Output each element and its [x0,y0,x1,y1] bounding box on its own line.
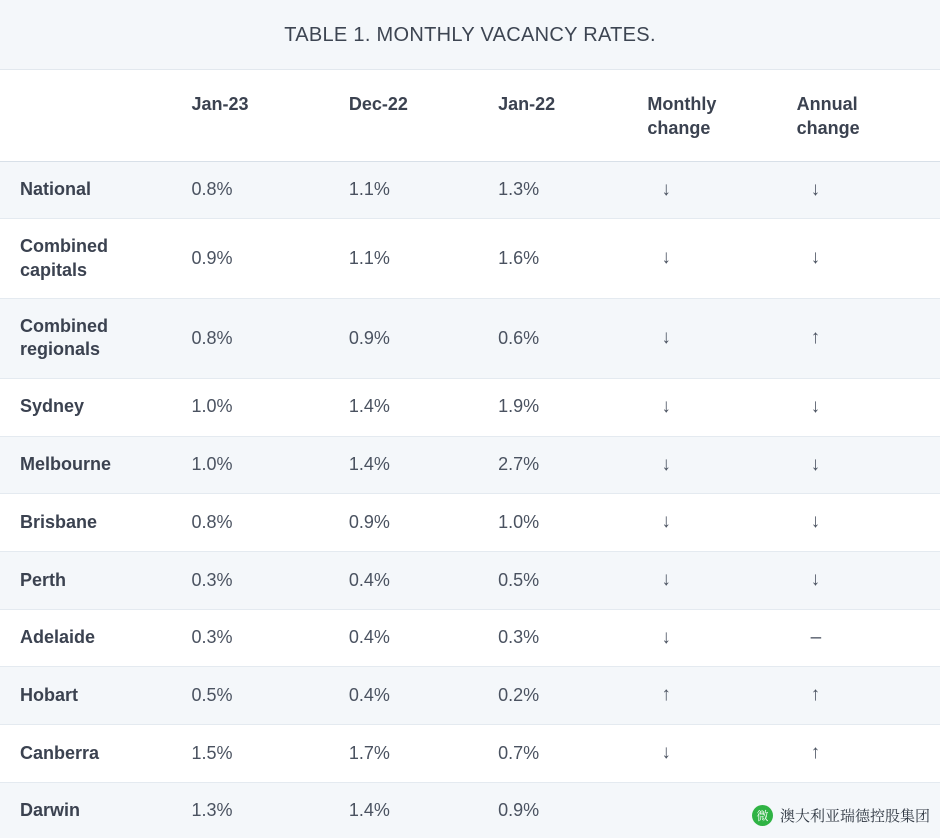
arrow-down-icon: ↓ [637,551,786,609]
column-header-jan22: Jan-22 [488,70,637,162]
cell-canberra-dec22: 1.7% [339,724,488,782]
row-label-perth: Perth [0,551,182,609]
arrow-up-icon: ↑ [787,667,940,725]
table-title-row [0,0,940,70]
table-row [0,667,940,725]
table-row [0,378,940,436]
arrow-down-icon: ↓ [637,378,786,436]
table-row [0,436,940,494]
cell-sydney-jan23: 1.0% [182,378,339,436]
arrow-down-icon: ↓ [787,219,940,299]
row-label-hobart: Hobart [0,667,182,725]
arrow-down-icon: ↓ [637,609,786,667]
table-row [0,609,940,667]
column-header-dec22: Dec-22 [339,70,488,162]
row-label-brisbane: Brisbane [0,494,182,552]
arrow-up-icon: ↑ [787,299,940,379]
cell-darwin-dec22: 1.4% [339,782,488,838]
arrow-down-icon: ↓ [637,724,786,782]
table-header-row [0,70,940,162]
cell-canberra-jan22: 0.7% [488,724,637,782]
arrow-down-icon: ↓ [637,494,786,552]
row-label-combined-capitals [0,219,182,299]
cell-hobart-jan22: 0.2% [488,667,637,725]
arrow-down-icon: ↓ [787,436,940,494]
table-row [0,161,940,219]
column-header-jan23: Jan-23 [182,70,339,162]
wechat-badge-icon: 微 [752,805,773,826]
table-row [0,551,940,609]
page-title: TABLE 1. MONTHLY VACANCY RATES. [0,0,940,70]
watermark [752,805,930,826]
cell-sydney-jan22: 1.9% [488,378,637,436]
watermark-text: 澳大利亚瑞德控股集团 [779,808,930,825]
cell-combined-capitals-dec22: 1.1% [339,219,488,299]
arrow-down-icon: ↓ [787,551,940,609]
cell-perth-dec22: 0.4% [339,551,488,609]
cell-perth-jan22: 0.5% [488,551,637,609]
cell-melbourne-jan22: 2.7% [488,436,637,494]
cell-adelaide-jan22: 0.3% [488,609,637,667]
row-label-adelaide: Adelaide [0,609,182,667]
row-label-combined-regionals-text: Combined regionals [20,316,108,360]
cell-adelaide-dec22: 0.4% [339,609,488,667]
arrow-down-icon: ↓ [637,219,786,299]
cell-canberra-jan23: 1.5% [182,724,339,782]
arrow-down-icon: ↓ [637,436,786,494]
cell-combined-capitals-jan22: 1.6% [488,219,637,299]
row-label-combined-regionals [0,299,182,379]
cell-brisbane-jan23: 0.8% [182,494,339,552]
row-label-darwin: Darwin [0,782,182,838]
cell-melbourne-jan23: 1.0% [182,436,339,494]
row-label-melbourne: Melbourne [0,436,182,494]
column-header-monthly-change-line2: change [647,118,711,139]
arrow-down-icon: ↓ [637,161,786,219]
cell-perth-jan23: 0.3% [182,551,339,609]
arrow-down-icon: ↓ [787,161,940,219]
row-label-sydney: Sydney [0,378,182,436]
table-row [0,219,940,299]
row-label-canberra: Canberra [0,724,182,782]
cell-darwin-jan22: 0.9% [488,782,637,838]
cell-hobart-dec22: 0.4% [339,667,488,725]
row-label-national: National [0,161,182,219]
cell-brisbane-jan22: 1.0% [488,494,637,552]
cell-national-jan23: 0.8% [182,161,339,219]
table-row [0,299,940,379]
cell-brisbane-dec22: 0.9% [339,494,488,552]
cell-national-jan22: 1.3% [488,161,637,219]
cell-combined-regionals-jan22: 0.6% [488,299,637,379]
arrow-up-icon: ↑ [637,667,786,725]
table-row [0,724,940,782]
cell-sydney-dec22: 1.4% [339,378,488,436]
arrow-up-icon: ↑ [787,724,940,782]
cell-darwin-jan23: 1.3% [182,782,339,838]
column-header-annual-change [787,70,940,162]
cell-national-dec22: 1.1% [339,161,488,219]
row-label-combined-capitals-text: Combined capitals [20,236,108,280]
column-header-region [0,70,182,162]
arrow-down-icon: ↓ [787,494,940,552]
cell-combined-regionals-dec22: 0.9% [339,299,488,379]
arrow-down-icon: ↓ [637,299,786,379]
cell-hobart-jan23: 0.5% [182,667,339,725]
column-header-monthly-change [637,70,786,162]
cell-adelaide-jan23: 0.3% [182,609,339,667]
arrow-down-icon: ↓ [787,378,940,436]
table-body [0,161,940,838]
cell-melbourne-dec22: 1.4% [339,436,488,494]
cell-combined-capitals-jan23: 0.9% [182,219,339,299]
column-header-monthly-change-line1: Monthly [647,94,717,114]
column-header-annual-change-line2: change [796,118,860,139]
dash-flat-icon: – [787,609,940,667]
cell-combined-regionals-jan23: 0.8% [182,299,339,379]
column-header-annual-change-line1: Annual [796,94,858,114]
table-row [0,494,940,552]
